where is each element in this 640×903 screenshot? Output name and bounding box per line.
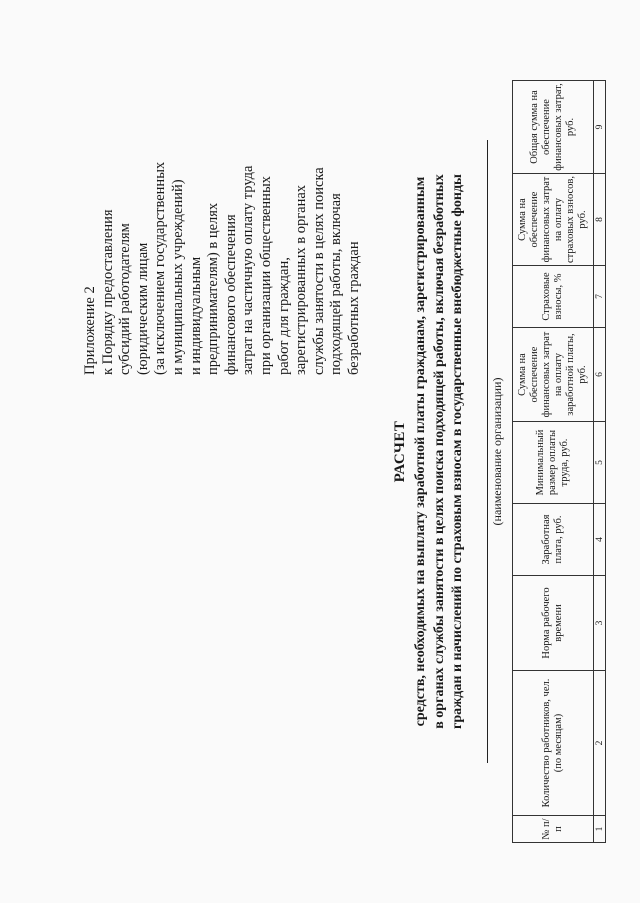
column-number-cell: 1 (594, 816, 606, 843)
appendix-line: Приложение 2 (82, 286, 98, 375)
appendix-line: службы занятости в целях поиска (310, 167, 327, 375)
column-number-cell: 6 (594, 328, 606, 422)
header-cell-salary: Заработная плата, руб. (513, 504, 594, 576)
appendix-line: зарегистрированных в органах (293, 184, 310, 375)
header-cell-total-sum: Общая сумма на обеспечение финансовых затрат, руб. (513, 81, 594, 174)
subtitle-line: граждан и начислений по страховым взносам в государственные внебюджетные фонды (450, 174, 465, 729)
appendix-line: при организации общественных (257, 176, 274, 375)
subtitle-line: средств, необходимых на выплату заработной платы гражданам, зарегистрированным (413, 176, 428, 727)
appendix-line: к Порядку предоставления (99, 209, 116, 375)
column-number-cell: 8 (594, 174, 606, 266)
appendix-line: (за исключением государственных (152, 161, 169, 375)
appendix-block (82, 35, 364, 375)
calculation-table (512, 80, 606, 843)
organization-caption: (наименование организации) (490, 377, 504, 526)
header-cell-working-time-norm: Норма рабочего времени (513, 576, 594, 671)
header-cell-insurance-costs-sum: Сумма на обеспечение финансовых затрат на оплату страховых взносов, руб. (513, 174, 594, 266)
column-number-cell: 7 (594, 266, 606, 328)
header-cell-salary-costs-sum: Сумма на обеспечение финансовых затрат на оплату заработной платы, руб. (513, 328, 594, 422)
table-header-row (513, 81, 594, 843)
subtitle-line: в органах службы занятости в целях поиска подходящей работы, включая безработных (431, 174, 447, 729)
appendix-line: предпринимателям) в целях (205, 202, 222, 375)
appendix-line: и индивидуальным (187, 256, 204, 375)
organization-name-line (487, 140, 488, 763)
appendix-line: (юридическим лицам (134, 242, 151, 375)
appendix-line: безработных граждан (345, 241, 362, 375)
table-row (594, 81, 606, 843)
appendix-line: работ для граждан, (275, 257, 292, 375)
column-number-cell: 5 (594, 422, 606, 504)
header-cell-minimum-wage: Минимальный размер оплаты труда, руб. (513, 422, 594, 504)
document-title: РАСЧЕТ (392, 420, 408, 483)
column-number-cell: 3 (594, 576, 606, 671)
header-cell-number: № п/п (513, 816, 594, 843)
header-cell-insurance-rate: Страховые взносы, % (513, 266, 594, 328)
column-number-cell: 4 (594, 504, 606, 576)
header-cell-workers-count: Количество работников, чел. (по месяцам) (513, 671, 594, 816)
document-subtitle (412, 40, 468, 863)
column-number-cell: 9 (594, 81, 606, 174)
appendix-line: субсидий работодателям (117, 223, 134, 375)
appendix-line: затрат на частичную оплату труда (240, 165, 257, 375)
column-number-cell: 2 (594, 671, 606, 816)
appendix-line: и муниципальных учреждений) (169, 179, 186, 375)
appendix-line: подходящей работы, включая (328, 193, 345, 375)
appendix-line: финансового обеспечения (222, 214, 239, 375)
